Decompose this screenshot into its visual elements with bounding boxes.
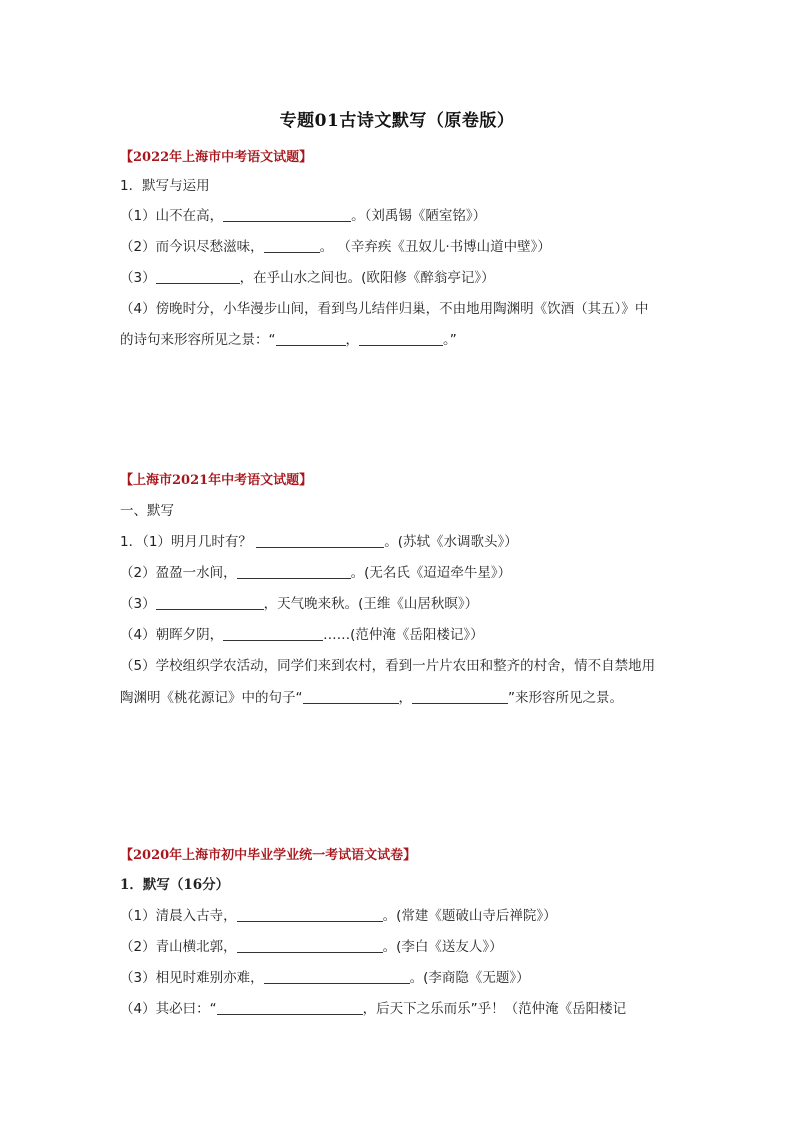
question-heading: 1．默写（16分）	[120, 877, 230, 893]
answer-blank[interactable]	[264, 969, 410, 984]
answer-blank[interactable]	[223, 626, 323, 641]
question-item: （2）青山横北郭， 。(李白《送友人》）	[120, 939, 503, 955]
question-item: （2）盈盈一水间， 。(无名氏《迢迢牵牛星》）	[120, 565, 512, 581]
answer-blank[interactable]	[237, 907, 383, 922]
document-title: 专题01古诗文默写（原卷版）	[279, 111, 515, 131]
question-item: （3） ，在乎山水之间也。(欧阳修《醉翁亭记》）	[120, 270, 495, 286]
section-heading-2022: 【2022年上海市中考语文试题】	[120, 150, 313, 165]
question-item: （2）而今识尽愁滋味， 。 （辛弃疾《丑奴儿·书博山道中壁》）	[120, 239, 551, 255]
question-item: （5）学校组织学农活动，同学们来到农村，看到一片片农田和整齐的村舍，情不自禁地用	[120, 658, 656, 674]
question-item: （1）清晨入古寺， 。(常建《题破山寺后禅院》）	[120, 908, 557, 924]
answer-blank[interactable]	[223, 207, 351, 222]
question-item: （4）其必曰：“ ，后天下之乐而乐”乎！（范仲淹《岳阳楼记	[120, 1001, 627, 1017]
answer-blank[interactable]	[359, 331, 443, 346]
question-item: （4）傍晚时分，小华漫步山间，看到鸟儿结伴归巢，不由地用陶渊明《饮酒（其五）》中	[120, 301, 649, 317]
question-item-continued: 陶渊明《桃花源记》中的句子“ ， ”来形容所见之景。	[120, 690, 623, 706]
question-heading: 1．默写与运用	[120, 178, 210, 194]
section-heading-2020: 【2020年上海市初中毕业学业统一考试语文试卷】	[120, 848, 417, 863]
question-item: （3）相见时难别亦难， 。(李商隐《无题》）	[120, 970, 530, 986]
answer-blank[interactable]	[303, 689, 399, 704]
answer-blank[interactable]	[156, 269, 240, 284]
answer-blank[interactable]	[264, 238, 320, 253]
question-item: （3） ，天气晚来秋。(王维《山居秋暝》）	[120, 596, 479, 612]
question-heading: 一、默写	[120, 503, 174, 519]
question-item-continued: 的诗句来形容所见之景：“ ， 。”	[120, 332, 457, 348]
question-item: （1）山不在高， 。（刘禹锡《陋室铭》）	[120, 208, 487, 224]
answer-blank[interactable]	[276, 331, 346, 346]
answer-blank[interactable]	[217, 1000, 363, 1015]
answer-blank[interactable]	[156, 595, 264, 610]
answer-blank[interactable]	[237, 938, 383, 953]
question-item: （4）朝晖夕阴， ……(范仲淹《岳阳楼记》）	[120, 627, 484, 643]
section-heading-2021: 【上海市2021年中考语文试题】	[120, 473, 313, 488]
answer-blank[interactable]	[412, 689, 508, 704]
answer-blank[interactable]	[237, 564, 351, 579]
question-item: 1．（1）明月几时有？ 。(苏轼《水调歌头》）	[120, 534, 518, 550]
answer-blank[interactable]	[256, 533, 384, 548]
